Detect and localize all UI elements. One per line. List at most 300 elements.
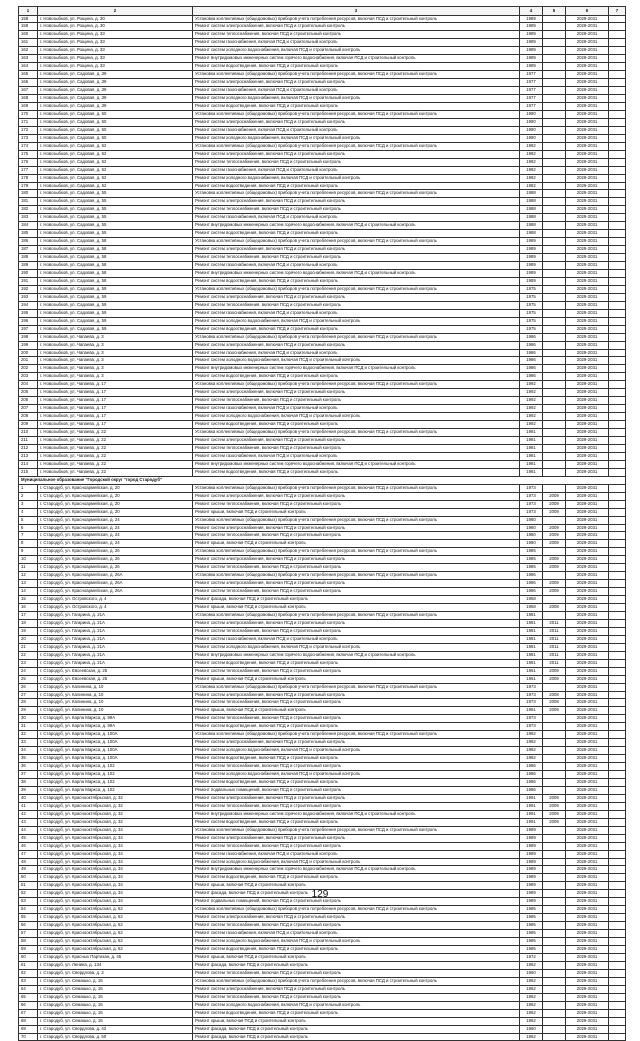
table-cell	[543, 437, 566, 445]
table-cell	[609, 993, 626, 1001]
table-cell: г. Стародуб, ул. Красноармейская, д. 26А	[38, 580, 193, 588]
table-cell	[543, 357, 566, 365]
table-cell: г. Стародуб, ул. Красноармейская, д. 26	[38, 548, 193, 556]
table-cell: 1986	[520, 580, 543, 588]
table-cell: Ремонт крыши, включая ПСД и строительный контроль	[193, 604, 520, 612]
header-cell: 5	[543, 7, 566, 16]
table-cell: 17	[19, 611, 38, 619]
table-cell: 2009	[543, 802, 566, 810]
table-cell	[543, 739, 566, 747]
table-cell: 2029-2031	[566, 858, 609, 866]
table-cell: 1985	[520, 914, 543, 922]
table-cell: г. Стародуб, ул. Семашко, д. 16	[38, 985, 193, 993]
table-cell: г. Новозыбков, ул. Рощина, д. 33	[38, 31, 193, 39]
table-cell: Ремонт систем водоотведения, включая ПСД и строительный контроль	[193, 818, 520, 826]
table-cell: 2029-2031	[566, 818, 609, 826]
table-cell: Ремонт систем холодного водоснабжения, включая ПСД и строительный контроль	[193, 95, 520, 103]
table-cell	[609, 763, 626, 771]
table-cell: Ремонт систем водоотведения, включая ПСД и строительный контроль	[193, 421, 520, 429]
table-cell: г. Стародуб, ул. Краснооктябрьская, д. 34	[38, 834, 193, 842]
table-cell: Ремонт систем электроснабжения, включая ПСД и строительный контроль	[193, 293, 520, 301]
table-cell: 184	[19, 222, 38, 230]
section-heading-row	[19, 476, 626, 484]
table-cell	[609, 87, 626, 95]
table-cell	[609, 444, 626, 452]
table-cell: 188	[19, 254, 38, 262]
table-cell: 1989	[520, 850, 543, 858]
table-cell: 2029-2031	[566, 270, 609, 278]
table-cell: Ремонт систем водоотведения, включая ПСД и строительный контроль	[193, 1009, 520, 1017]
table-cell: 215	[19, 468, 38, 476]
table-cell: Ремонт фасада, включая ПСД и строительный контроль	[193, 1033, 520, 1041]
table-cell: 1975	[520, 317, 543, 325]
table-cell: 58	[19, 938, 38, 946]
table-cell: 2029-2031	[566, 707, 609, 715]
table-cell: 1989	[520, 842, 543, 850]
table-cell: 202	[19, 365, 38, 373]
table-cell: г. Стародуб, ул. Гагарина, д. 21А	[38, 619, 193, 627]
table-cell: 2029-2031	[566, 564, 609, 572]
table-cell: 1992	[520, 405, 543, 413]
table-cell: 1962	[520, 1001, 543, 1009]
table-cell: Ремонт систем водоотведения, включая ПСД и строительный контроль	[193, 946, 520, 954]
table-cell: 1981	[520, 429, 543, 437]
table-row	[19, 222, 626, 230]
table-cell: г. Новозыбков, ул. Садовая, д. 52	[38, 142, 193, 150]
table-row	[19, 564, 626, 572]
table-cell: 60	[19, 953, 38, 961]
table-cell: Ремонт систем теплоснабжения, включая ПСД и строительный контроль	[193, 158, 520, 166]
table-cell	[609, 961, 626, 969]
table-cell: 2009	[543, 818, 566, 826]
table-cell: г. Стародуб, ул. Красноармейская, д. 20	[38, 484, 193, 492]
table-cell	[609, 285, 626, 293]
table-cell	[609, 651, 626, 659]
table-cell	[609, 691, 626, 699]
table-cell	[543, 985, 566, 993]
table-cell: 49	[19, 866, 38, 874]
table-cell	[609, 357, 626, 365]
table-cell: Ремонт систем холодного водоснабжения, включая ПСД и строительный контроль	[193, 747, 520, 755]
table-cell: 2009	[543, 492, 566, 500]
table-cell: г. Стародуб, ул. Красноармейская, д. 20	[38, 500, 193, 508]
table-cell: 164	[19, 63, 38, 71]
table-cell: 208	[19, 413, 38, 421]
table-cell: Ремонт систем теплоснабжения, включая ПСД и строительный контроль	[193, 699, 520, 707]
table-cell: 1980	[520, 118, 543, 126]
table-cell: 2009	[543, 707, 566, 715]
table-cell	[543, 134, 566, 142]
table-cell	[609, 1025, 626, 1033]
table-cell: Установка коллективных (общедомовых) приборов учета потребления ресурсов, включая ПСД и строительный контроль	[193, 285, 520, 293]
table-row	[19, 254, 626, 262]
table-cell: Ремонт крыши, включая ПСД и строительный контроль	[193, 707, 520, 715]
table-cell: 2009	[543, 524, 566, 532]
table-cell	[609, 452, 626, 460]
table-cell: 2029-2031	[566, 134, 609, 142]
table-cell: г. Стародуб, ул. Красноармейская, д. 24	[38, 540, 193, 548]
table-cell: г. Стародуб, ул. Красноармейская, д. 24	[38, 516, 193, 524]
table-cell: 175	[19, 150, 38, 158]
table-cell: 2029-2031	[566, 755, 609, 763]
table-cell: 2029-2031	[566, 365, 609, 373]
table-cell: 2029-2031	[566, 691, 609, 699]
table-cell: Ремонт систем электроснабжения, включая ПСД и строительный контроль	[193, 198, 520, 206]
table-cell: 168	[19, 95, 38, 103]
table-row	[19, 95, 626, 103]
table-cell	[609, 39, 626, 47]
table-cell	[609, 779, 626, 787]
table-cell: 2029-2031	[566, 834, 609, 842]
table-cell: 2029-2031	[566, 142, 609, 150]
table-row	[19, 596, 626, 604]
table-row	[19, 946, 626, 954]
table-cell	[609, 222, 626, 230]
table-cell	[543, 961, 566, 969]
table-cell: 40	[19, 794, 38, 802]
table-cell: г. Новозыбков, ул. Садовая, д. 55	[38, 198, 193, 206]
table-cell: 1986	[520, 333, 543, 341]
table-cell: 61	[19, 961, 38, 969]
table-cell: 167	[19, 87, 38, 95]
table-cell	[609, 826, 626, 834]
table-cell: 2029-2031	[566, 619, 609, 627]
table-cell: Ремонт фасада, включая ПСД и строительный контроль	[193, 596, 520, 604]
table-cell: Ремонт систем холодного водоснабжения, включая ПСД и строительный контроль	[193, 1001, 520, 1009]
table-cell	[609, 365, 626, 373]
table-cell: 2029-2031	[566, 341, 609, 349]
table-cell: г. Стародуб, ул. Островского, д. 4	[38, 604, 193, 612]
table-cell: Ремонт систем теплоснабжения, включая ПСД и строительный контроль	[193, 397, 520, 405]
table-cell	[543, 190, 566, 198]
table-cell: 1985	[520, 930, 543, 938]
table-cell: 170	[19, 110, 38, 118]
table-cell: г. Новозыбков, ул. Садовая, д. 55	[38, 214, 193, 222]
table-cell: г. Стародуб, ул. Гагарина, д. 21А	[38, 651, 193, 659]
table-cell: 1962	[520, 1017, 543, 1025]
table-cell	[609, 309, 626, 317]
table-row	[19, 23, 626, 31]
table-cell	[609, 667, 626, 675]
table-cell: 214	[19, 460, 38, 468]
table-cell	[609, 325, 626, 333]
table-cell	[543, 230, 566, 238]
table-cell: 1988	[520, 198, 543, 206]
table-row	[19, 699, 626, 707]
table-cell: Ремонт систем водоотведения, включая ПСД и строительный контроль	[193, 468, 520, 476]
table-row	[19, 166, 626, 174]
table-cell: Ремонт систем газоснабжения, включая ПСД и строительный контроль	[193, 214, 520, 222]
table-cell: Ремонт систем газоснабжения, включая ПСД и строительный контроль	[193, 635, 520, 643]
table-cell: 55	[19, 914, 38, 922]
table-row	[19, 1009, 626, 1017]
table-cell: г. Стародуб, ул. Краснооктябрьская, д. 32	[38, 802, 193, 810]
table-cell: 1981	[520, 619, 543, 627]
table-cell: 181	[19, 198, 38, 206]
table-cell	[543, 977, 566, 985]
table-cell: Ремонт систем электроснабжения, включая ПСД и строительный контроль	[193, 619, 520, 627]
table-cell	[609, 254, 626, 262]
table-cell	[543, 270, 566, 278]
table-row	[19, 309, 626, 317]
table-row	[19, 556, 626, 564]
table-row	[19, 1025, 626, 1033]
table-cell: 1973	[520, 691, 543, 699]
table-cell: 2029-2031	[566, 635, 609, 643]
table-cell: 14	[19, 588, 38, 596]
table-row	[19, 874, 626, 882]
table-cell: г. Новозыбков, ул. Садовая, д. 55	[38, 206, 193, 214]
table-cell: 193	[19, 293, 38, 301]
table-cell	[543, 731, 566, 739]
table-cell: 52	[19, 890, 38, 898]
table-row	[19, 118, 626, 126]
table-cell: г. Новозыбков, ул. Чапаева, д. 22	[38, 452, 193, 460]
table-cell	[609, 564, 626, 572]
table-cell: 1989	[520, 31, 543, 39]
table-cell: г. Стародуб, ул. Ленина, д. 134	[38, 961, 193, 969]
table-cell: 2029-2031	[566, 198, 609, 206]
table-row	[19, 715, 626, 723]
table-cell: 1977	[520, 95, 543, 103]
table-cell	[609, 317, 626, 325]
table-cell: 1991	[520, 810, 543, 818]
table-cell: Установка коллективных (общедомовых) приборов учета потребления ресурсов, включая ПСД и строительный контроль	[193, 238, 520, 246]
table-row	[19, 850, 626, 858]
table-cell	[609, 604, 626, 612]
table-cell	[543, 293, 566, 301]
table-cell: 2029-2031	[566, 866, 609, 874]
table-cell	[609, 659, 626, 667]
header-cell: 7	[609, 7, 626, 16]
table-row	[19, 63, 626, 71]
table-cell: 30	[19, 715, 38, 723]
table-cell: г. Новозыбков, ул. Рощина, д. 33	[38, 39, 193, 47]
table-cell: 2009	[543, 667, 566, 675]
table-cell	[609, 373, 626, 381]
table-cell: 1989	[520, 858, 543, 866]
table-cell: 28	[19, 699, 38, 707]
table-cell	[543, 95, 566, 103]
table-cell: 31	[19, 723, 38, 731]
table-cell: 1981	[520, 452, 543, 460]
table-row	[19, 588, 626, 596]
table-row	[19, 810, 626, 818]
table-cell: Ремонт систем теплоснабжения, включая ПСД и строительный контроль	[193, 667, 520, 675]
table-cell: г. Стародуб, ул. Калинина, д. 10	[38, 699, 193, 707]
table-cell: г. Стародуб, ул. Красноармейская, д. 26	[38, 556, 193, 564]
table-cell: 1989	[520, 254, 543, 262]
table-cell: г. Новозыбков, ул. Рощина, д. 33	[38, 47, 193, 55]
table-cell: 1985	[520, 564, 543, 572]
table-cell: Ремонт систем холодного водоснабжения, включая ПСД и строительный контроль	[193, 643, 520, 651]
header-cell: 1	[19, 7, 38, 16]
table-cell	[543, 142, 566, 150]
table-cell	[609, 381, 626, 389]
table-row	[19, 635, 626, 643]
table-cell: Ремонт систем электроснабжения, включая ПСД и строительный контроль	[193, 556, 520, 564]
table-cell	[609, 619, 626, 627]
table-cell: Установка коллективных (общедомовых) приборов учета потребления ресурсов, включая ПСД и строительный контроль	[193, 826, 520, 834]
table-cell: г. Новозыбков, ул. Чапаева, д. 3	[38, 341, 193, 349]
table-cell: 2029-2031	[566, 492, 609, 500]
table-row	[19, 452, 626, 460]
table-cell: 2029-2031	[566, 977, 609, 985]
table-cell: г. Новозыбков, ул. Садовая, д. 59	[38, 309, 193, 317]
table-cell: 54	[19, 906, 38, 914]
table-cell: 2009	[543, 540, 566, 548]
table-cell: г. Новозыбков, ул. Чапаева, д. 17	[38, 405, 193, 413]
table-row	[19, 914, 626, 922]
table-cell: 29	[19, 707, 38, 715]
table-row	[19, 492, 626, 500]
table-cell: Установка коллективных (общедомовых) приборов учета потребления ресурсов, включая ПСД и строительный контроль	[193, 142, 520, 150]
table-cell: Ремонт систем теплоснабжения, включая ПСД и строительный контроль	[193, 301, 520, 309]
table-cell: 195	[19, 309, 38, 317]
table-cell: г. Новозыбков, ул. Садовая, д. 39	[38, 79, 193, 87]
table-cell: 2029-2031	[566, 262, 609, 270]
table-cell	[609, 389, 626, 397]
table-cell: Ремонт внутридомовых инженерных систем горячего водоснабжения, включая ПСД и строительный контроль	[193, 460, 520, 468]
table-cell	[609, 277, 626, 285]
table-row	[19, 683, 626, 691]
table-cell: г. Стародуб, ул. Калинина, д. 10	[38, 691, 193, 699]
table-row	[19, 540, 626, 548]
table-row	[19, 922, 626, 930]
table-cell	[543, 31, 566, 39]
table-row	[19, 79, 626, 87]
table-cell: 1985	[520, 548, 543, 556]
table-cell: Ремонт систем газоснабжения, включая ПСД и строительный контроль	[193, 87, 520, 95]
table-cell	[609, 126, 626, 134]
table-row	[19, 818, 626, 826]
table-cell: 2029-2031	[566, 922, 609, 930]
table-cell	[543, 126, 566, 134]
table-cell: 62	[19, 969, 38, 977]
table-cell	[543, 747, 566, 755]
table-cell: Ремонт систем холодного водоснабжения, включая ПСД и строительный контроль	[193, 413, 520, 421]
table-cell: 2009	[543, 588, 566, 596]
table-cell	[609, 747, 626, 755]
table-cell: 1989	[520, 866, 543, 874]
table-cell	[543, 333, 566, 341]
table-cell: г. Стародуб, ул. Свердлова, д. 50	[38, 1033, 193, 1041]
table-cell: 2029-2031	[566, 460, 609, 468]
table-cell: 2029-2031	[566, 643, 609, 651]
table-row	[19, 293, 626, 301]
table-cell: Установка коллективных (общедомовых) приборов учета потребления ресурсов, включая ПСД и строительный контроль	[193, 381, 520, 389]
table-cell: г. Новозыбков, ул. Чапаева, д. 17	[38, 381, 193, 389]
table-cell	[609, 55, 626, 63]
repair-schedule-table	[18, 6, 626, 1041]
table-row	[19, 794, 626, 802]
table-cell: 2029-2031	[566, 699, 609, 707]
table-cell: 1961	[520, 667, 543, 675]
table-cell: 2008	[543, 604, 566, 612]
table-cell: 1989	[520, 63, 543, 71]
table-cell: Установка коллективных (общедомовых) приборов учета потребления ресурсов, включая ПСД и строительный контроль	[193, 484, 520, 492]
table-row	[19, 238, 626, 246]
table-cell: г. Новозыбков, ул. Садовая, д. 52	[38, 158, 193, 166]
table-cell: г. Стародуб, ул. Карла Маркса, д. 102	[38, 763, 193, 771]
table-cell: 1989	[520, 882, 543, 890]
table-cell: 2029-2031	[566, 651, 609, 659]
table-cell	[609, 166, 626, 174]
table-cell	[543, 953, 566, 961]
table-cell: 1977	[520, 102, 543, 110]
table-cell	[543, 596, 566, 604]
header-cell: 2	[38, 7, 193, 16]
table-cell: 1981	[520, 627, 543, 635]
table-cell	[543, 850, 566, 858]
table-cell: г. Новозыбков, ул. Садовая, д. 55	[38, 190, 193, 198]
table-cell: 1989	[520, 262, 543, 270]
table-cell: г. Стародуб, ул. Краснооктябрьская, д. 62	[38, 938, 193, 946]
table-cell: 1992	[520, 381, 543, 389]
table-cell: 1981	[520, 460, 543, 468]
table-cell: 1973	[520, 500, 543, 508]
table-cell: Ремонт систем электроснабжения, включая ПСД и строительный контроль	[193, 492, 520, 500]
table-cell	[543, 866, 566, 874]
table-cell: Ремонт систем теплоснабжения, включая ПСД и строительный контроль	[193, 802, 520, 810]
table-cell	[609, 731, 626, 739]
table-cell: 1960	[520, 1025, 543, 1033]
table-cell: 2029-2031	[566, 293, 609, 301]
table-cell: 1992	[520, 421, 543, 429]
table-cell: 1980	[520, 110, 543, 118]
table-cell: г. Новозыбков, ул. Садовая, д. 39	[38, 102, 193, 110]
table-cell	[543, 938, 566, 946]
table-cell: г. Стародуб, ул. Краснооктябрьская, д. 32	[38, 794, 193, 802]
table-row	[19, 429, 626, 437]
table-cell: 2029-2031	[566, 898, 609, 906]
table-cell: 53	[19, 898, 38, 906]
table-cell: 210	[19, 429, 38, 437]
table-row	[19, 39, 626, 47]
table-cell: 5	[19, 516, 38, 524]
table-cell	[609, 79, 626, 87]
table-cell: 2029-2031	[566, 914, 609, 922]
table-row	[19, 325, 626, 333]
table-cell	[609, 850, 626, 858]
table-cell: г. Стародуб, ул. Калинина, д. 10	[38, 683, 193, 691]
table-cell: 2029-2031	[566, 126, 609, 134]
table-cell: 1986	[520, 373, 543, 381]
table-cell: 173	[19, 134, 38, 142]
table-cell	[609, 262, 626, 270]
table-cell: 2029-2031	[566, 1009, 609, 1017]
table-cell: г. Стародуб, ул. Карла Маркса, д. 100А	[38, 739, 193, 747]
table-cell: Ремонт систем газоснабжения, включая ПСД и строительный контроль	[193, 126, 520, 134]
table-cell: 2011	[543, 651, 566, 659]
table-cell: Ремонт систем газоснабжения, включая ПСД и строительный контроль	[193, 39, 520, 47]
table-cell	[543, 87, 566, 95]
table-row	[19, 953, 626, 961]
table-cell: г. Новозыбков, ул. Садовая, д. 58	[38, 246, 193, 254]
table-cell: 56	[19, 922, 38, 930]
table-cell: 11	[19, 564, 38, 572]
table-cell	[609, 1033, 626, 1041]
table-cell	[543, 166, 566, 174]
table-cell: 2029-2031	[566, 802, 609, 810]
table-cell: 48	[19, 858, 38, 866]
table-cell: г. Стародуб, ул. Евсеевская, д. 25	[38, 675, 193, 683]
table-cell: 2029-2031	[566, 333, 609, 341]
table-row	[19, 906, 626, 914]
table-cell	[543, 317, 566, 325]
table-cell: 160	[19, 31, 38, 39]
table-cell: г. Стародуб, ул. Карла Маркса, д. 100А	[38, 755, 193, 763]
